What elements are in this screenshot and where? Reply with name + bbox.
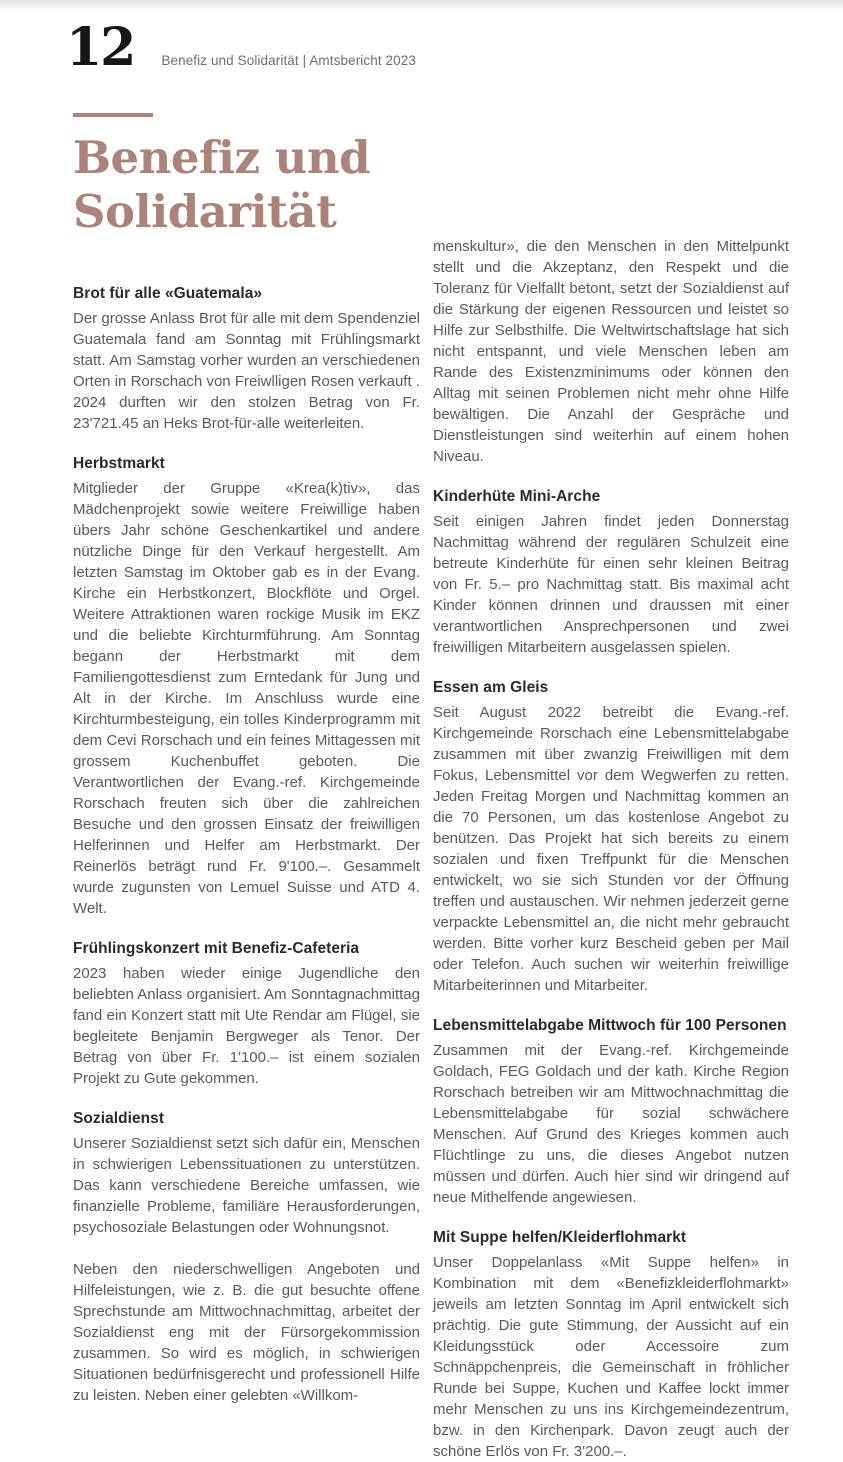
- section-sozialdienst: [73, 1110, 420, 1406]
- right-column: [433, 105, 789, 1462]
- section-heading: Essen am Gleis: [433, 679, 549, 696]
- section-heading: Mit Suppe helfen/Kleiderflohmarkt: [433, 1229, 687, 1246]
- running-header: Benefiz und Solidarität | Amtsbericht 2023: [161, 52, 416, 68]
- section-sozialdienst-continued: [433, 236, 789, 467]
- section-heading: Sozialdienst: [73, 1110, 165, 1127]
- title-accent-rule: [73, 113, 153, 117]
- page-title-line1: Benefiz und: [73, 131, 371, 184]
- page-title: [73, 131, 420, 239]
- section-paragraph: Mitglieder der Gruppe «Krea(k)tiv», das Mädchenprojekt sowie weitere Freiwillige haben übers Jahr schöne Geschenkartikel und andere nützliche Dinge für den Verkauf hergestellt. Am letzten Samstag im Oktober gab es in der Evang. Kirche ein Herbstkonzert, Blockflöte und Orgel. Weitere Attraktionen waren rockige Musik im EKZ und die beliebte Kirchturmführung. Am Sonntag begann der Herbstmarkt mit dem Familiengottesdienst zum Erntedank für Jung und Alt in der Kirche. Im Anschluss wurde eine Kirchturmbesteigung, ein tolles Kinderprogramm mit dem Cevi Rorschach und ein feines Mittagessen mit grossem Kuchenbuffet geboten. Die Verantwortlichen der Evang.-ref. Kirchgemeinde Rorschach freuten sich über die zahlreichen Besuche und den grossen Einsatz der freiwilligen Helferinnen und Helfer am Herbstmarkt. Der Reinerlös beträgt rund Fr. 9'100.–. Gesammelt wurde zugunsten von Lemuel Suisse und ATD 4. Welt.: [73, 480, 420, 917]
- section-paragraph: Unser Doppelanlass «Mit Suppe helfen» in Kombination mit dem «Benefizkleiderflohmarkt» jeweils am letzten Sonntag im April entwickelt sich prächtig. Die gute Stimmung, der Aussicht auf ein Kleidungsstück oder Accessoire zum Schnäppchenpreis, die Gemeinschaft in fröhlicher Runde bei Suppe, Kuchen und Kaffee lockt immer mehr Menschen zu uns ins Kirchgemeindezentrum, bzw. in den Kirchenpark. Davon zeugt auch der schöne Erlös von Fr. 3'200.–.: [433, 1254, 789, 1460]
- section-lebensmittelabgabe-mittwoch: [433, 1017, 789, 1208]
- section-paragraph: 2023 haben wieder einige Jugendliche den beliebten Anlass organisiert. Am Sonntagnachmittag fand ein Konzert statt mit Ute Rendar am Flügel, sie begleitete Benjamin Bergweger als Tenor. Der Betrag von über Fr. 1'100.– ist einem sozialen Projekt zu Gute gekommen.: [73, 965, 420, 1087]
- section-heading: Herbstmarkt: [73, 455, 165, 472]
- section-heading: Kinderhüte Mini-Arche: [433, 488, 601, 505]
- section-paragraph: Seit August 2022 betreibt die Evang.-ref. Kirchgemeinde Rorschach eine Lebensmittelabgabe zusammen mit über zwanzig Freiwilligen mit dem Fokus, Lebensmittel vor dem Wegwerfen zu retten. Jeden Freitag Morgen und Nachmittag kommen an die 70 Personen, um das kostenlose Angebot zu benützen. Das Projekt hat sich bereits zu einem sozialen und fixen Treffpunkt für die Menschen entwickelt, wo sie sich Stunden vor der Öffnung treffen und austauschen. Wir nehmen jederzeit gerne verpackte Lebensmittel an, die nicht mehr gebraucht werden. Bitte vorher kurz Bescheid geben per Mail oder Telefon. Auch suchen wir weiterhin freiwillige Mitarbeiterinnen und Mitarbeiter.: [433, 704, 789, 994]
- section-paragraph: Seit einigen Jahren findet jeden Donnerstag Nachmittag während der regulären Schulzeit eine betreute Kinderhüte für einen sehr kleinen Beitrag von Fr. 5.– pro Nachmittag statt. Bis maximal acht Kinder können drinnen und draussen mit einer verantwortlichen Ansprechpersonen und zwei freiwilligen Mitarbeitern ausgelassen spielen.: [433, 513, 789, 656]
- section-herbstmarkt: [73, 455, 420, 919]
- section-fruehlingskonzert: [73, 940, 420, 1089]
- page-number: 12: [66, 17, 135, 78]
- section-essen-am-gleis: [433, 679, 789, 996]
- section-brot-fuer-alle: [73, 285, 420, 434]
- page-title-line2: Solidarität: [73, 185, 337, 238]
- page-header: [66, 17, 416, 78]
- section-paragraph: Unserer Sozialdienst setzt sich dafür ein, Menschen in schwierigen Lebenssituationen zu unterstützen. Das kann verschiedene Bereiche umfassen, wie finanzielle Probleme, familiäre Herausforderungen, psychosoziale Belastungen oder Wohnungsnot.: [73, 1135, 420, 1236]
- section-kinderhuete-mini-arche: [433, 488, 789, 658]
- section-paragraph: Neben den niederschwelligen Angeboten und Hilfeleistungen, wie z. B. die gut besuchte offene Sprechstunde am Mittwochnachmittag, arbeitet der Sozialdienst eng mit der Fürsorgekommission zusammen. So wird es möglich, in schwierigen Situationen bedürfnisgerecht und professionell Hilfe zu leisten. Neben einer gelebten «Willkom-: [73, 1261, 420, 1404]
- left-column: [73, 105, 420, 1462]
- section-heading: Lebensmittelabgabe Mittwoch für 100 Personen: [433, 1017, 787, 1034]
- section-paragraph: Der grosse Anlass Brot für alle mit dem Spendenziel Guatemala fand am Sonntag mit Frühlingsmarkt statt. Am Samstag vorher wurden an verschiedenen Orten in Rorschach von Freiwlligen Rosen verkauft . 2024 durften wir den stolzen Betrag von Fr. 23'721.45 an Heks Brot-für-alle weiterleiten.: [73, 310, 420, 432]
- page-top-shadow: [0, 0, 843, 12]
- section-heading: Brot für alle «Guatemala»: [73, 285, 263, 302]
- page-content: [73, 105, 789, 1462]
- section-heading: Frühlingskonzert mit Benefiz-Cafeteria: [73, 940, 360, 957]
- section-mit-suppe-helfen: [433, 1229, 789, 1462]
- section-paragraph: menskultur», die den Menschen in den Mittelpunkt stellt und die Akzeptanz, den Respekt und die Toleranz für Vielfallt betont, setzt der Sozialdienst auf die Stärkung der eigenen Ressourcen und leistet so Hilfe zur Selbsthilfe. Die Weltwirtschaftslage hat sich nicht entspannt, und viele Menschen leben am Rande des Existenzminimums oder können den Alltag mit seinen Problemen nicht mehr ohne Hilfe bewältigen. Die Anzahl der Gespräche und Dienstleistungen sind weiterhin auf einem hohen Niveau.: [433, 238, 789, 465]
- section-paragraph: Zusammen mit der Evang.-ref. Kirchgemeinde Goldach, FEG Goldach und der kath. Kirche Region Rorschach betreiben wir am Mittwochnachmittag die Lebensmittelabgabe für sozial schwächere Menschen. Auf Grund des Krieges kommen auch Flüchtlinge zu uns, die dieses Angebot nutzen müssen und dürfen. Auch hier sind wir dringend auf neue Mithelfende angewiesen.: [433, 1042, 789, 1206]
